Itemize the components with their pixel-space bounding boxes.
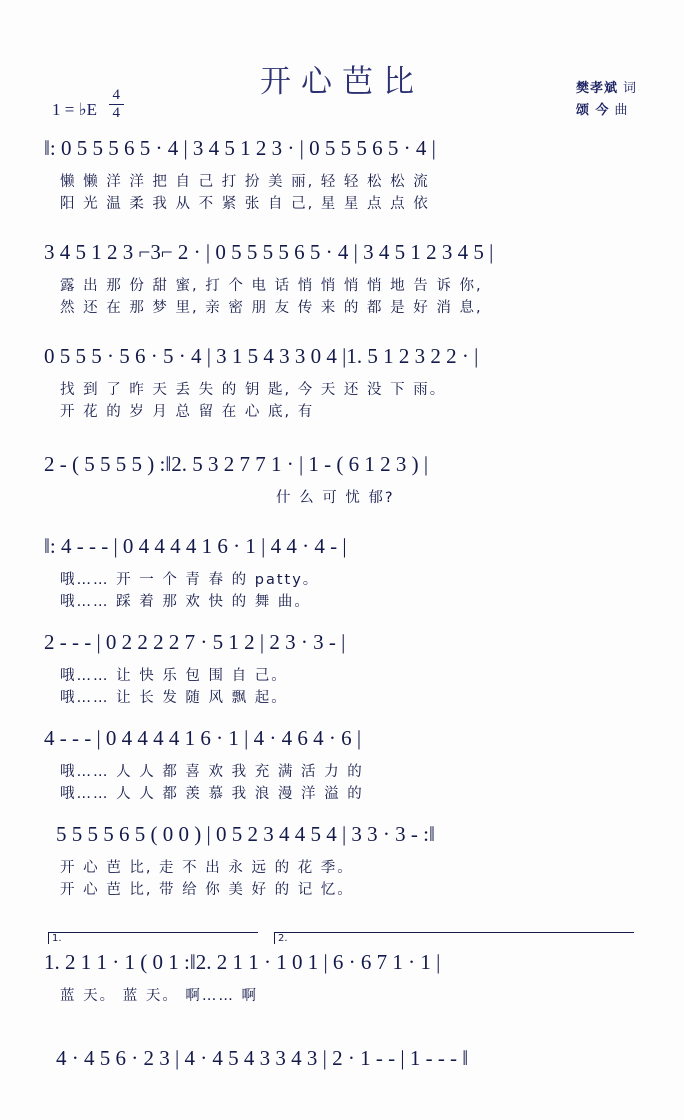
key-signature-text: 1 = ♭E — [52, 100, 97, 119]
time-signature-denominator: 4 — [112, 105, 120, 121]
lyric-line-1: 开 心 芭 比, 走 不 出 永 远 的 花 季。 — [60, 860, 354, 876]
music-system-6 — [0, 630, 684, 707]
lyric-line-1: 懒 懒 洋 洋 把 自 己 打 扮 美 丽, 轻 轻 松 松 流 — [60, 174, 430, 190]
credit-composer — [576, 100, 636, 122]
music-system-5 — [0, 534, 684, 611]
credit-composer-role: 曲 — [614, 103, 628, 118]
credit-lyricist — [576, 78, 636, 100]
lyric-line-2: 哦…… 踩 着 那 欢 快 的 舞 曲。 — [60, 594, 311, 610]
credits — [576, 78, 636, 122]
lyric-line-1: 找 到 了 昨 天 丢 失 的 钥 匙, 今 天 还 没 下 雨。 — [60, 382, 447, 398]
lyric-line-1: 哦…… 开 一 个 青 春 的 patty。 — [60, 572, 320, 588]
lyric-line-2: 哦…… 让 长 发 随 风 飘 起。 — [60, 690, 288, 706]
music-system-1 — [0, 136, 684, 213]
page-title: 开心芭比 — [260, 64, 424, 100]
music-system-9 — [0, 932, 684, 1005]
notation-line: 1. 2 1 1 · 1 ( 0 1 :‖2. 2 1 1 · 1 0 1 | 6 · 6 7 1 · 1 | — [44, 950, 441, 974]
music-system-10 — [0, 1046, 684, 1080]
notation-line: 4 · 4 5 6 · 2 3 | 4 · 4 5 4 3 3 4 3 | 2 · 1 - - | 1 - - - ‖ — [56, 1046, 469, 1070]
music-system-3 — [0, 344, 684, 421]
notation-line: 5 5 5 5 6 5 ( 0 0 ) | 0 5 2 3 4 4 5 4 | 3 3 · 3 - :‖ — [56, 822, 435, 846]
music-system-8 — [0, 822, 684, 899]
music-system-4 — [0, 452, 684, 507]
lyric-line-2: 开 心 芭 比, 带 给 你 美 好 的 记 忆。 — [60, 882, 354, 898]
credit-lyricist-name: 樊孝斌 — [575, 81, 618, 96]
volta-bracket-1: 1. — [48, 932, 258, 944]
volta-bracket-2: 2. — [274, 932, 634, 944]
notation-line: 4 - - - | 0 4 4 4 4 1 6 · 1 | 4 · 4 6 4 · 6 | — [44, 726, 362, 750]
notation-line: 2 - ( 5 5 5 5 ) :‖2. 5 3 2 7 7 1 · | 1 - ( 6 1 2 3 ) | — [44, 452, 429, 476]
time-signature — [107, 88, 125, 121]
notation-line: 0 5 5 5 · 5 6 · 5 · 4 | 3 1 5 4 3 3 0 4 |1. 5 1 2 3 2 2 · | — [44, 344, 479, 368]
lyric-line-1: 哦…… 人 人 都 喜 欢 我 充 满 活 力 的 — [60, 764, 364, 780]
lyric-line-2: 阳 光 温 柔 我 从 不 紧 张 自 己, 星 星 点 点 依 — [60, 196, 430, 212]
lyric-line-1: 什 么 可 忧 郁? — [276, 490, 395, 506]
music-system-7 — [0, 726, 684, 803]
notation-line: ‖: 4 - - - | 0 4 4 4 4 1 6 · 1 | 4 4 · 4 - | — [44, 534, 347, 558]
music-system-2 — [0, 240, 684, 317]
notation-line: 2 - - - | 0 2 2 2 2 7 · 5 1 2 | 2 3 · 3 - | — [44, 630, 346, 654]
lyric-line-1: 露 出 那 份 甜 蜜, 打 个 电 话 悄 悄 悄 悄 地 告 诉 你, — [60, 278, 483, 294]
lyric-line-2: 开 花 的 岁 月 总 留 在 心 底, 有 — [60, 404, 315, 420]
credit-composer-name: 颂 今 — [575, 103, 610, 118]
notation-line: ‖: 0 5 5 5 6 5 · 4 | 3 4 5 1 2 3 · | 0 5 5 5 6 5 · 4 | — [44, 136, 436, 160]
lyric-line-1: 蓝 天。 蓝 天。 啊…… 啊 — [60, 988, 259, 1004]
notation-line: 3 4 5 1 2 3 ⌐3⌐ 2 · | 0 5 5 5 5 6 5 · 4 | 3 4 5 1 2 3 4 5 | — [44, 240, 494, 264]
time-signature-numerator: 4 — [112, 87, 120, 103]
key-signature — [52, 88, 125, 121]
lyric-line-2: 哦…… 人 人 都 羡 慕 我 浪 漫 洋 溢 的 — [60, 786, 364, 802]
lyric-line-1: 哦…… 让 快 乐 包 围 自 己。 — [60, 668, 288, 684]
credit-lyricist-role: 词 — [622, 81, 636, 96]
lyric-line-2: 然 还 在 那 梦 里, 亲 密 朋 友 传 来 的 都 是 好 消 息, — [60, 300, 483, 316]
